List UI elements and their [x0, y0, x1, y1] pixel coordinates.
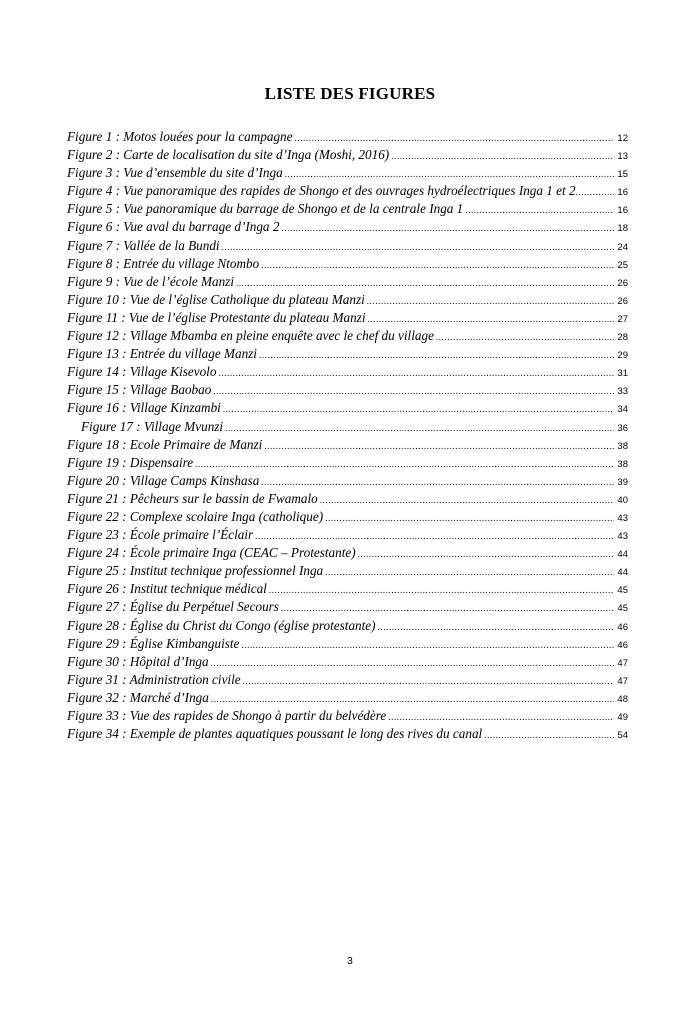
toc-entry-page: 39	[617, 476, 628, 488]
toc-entry-label: Figure 29 : Église Kimbanguiste	[67, 635, 240, 651]
dot-leader	[261, 261, 614, 270]
dot-leader	[295, 134, 615, 143]
dot-leader	[388, 713, 614, 722]
toc-entry-label: Figure 34 : Exemple de plantes aquatiques poussant le long des rives du canal	[67, 726, 483, 742]
toc-entry-page: 26	[617, 277, 628, 289]
toc-entry[interactable]	[67, 345, 628, 363]
dot-leader	[285, 170, 614, 179]
toc-entry-page: 25	[617, 259, 628, 271]
toc-entry-label: Figure 8 : Entrée du village Ntombo	[67, 255, 260, 271]
toc-entry-page: 38	[617, 458, 628, 470]
page-title: LISTE DES FIGURES	[264, 84, 436, 103]
dot-leader	[269, 586, 614, 595]
dot-leader	[211, 695, 614, 704]
toc-entry-page: 29	[617, 350, 628, 362]
toc-entry[interactable]	[67, 580, 628, 598]
toc-entry-page: 46	[617, 621, 628, 633]
toc-entry[interactable]	[67, 327, 628, 345]
toc-entry[interactable]	[67, 399, 628, 417]
toc-entry[interactable]	[67, 146, 628, 164]
toc-entry-page: 43	[617, 531, 628, 543]
toc-entry-label: Figure 3 : Vue d’ensemble du site d’Inga	[67, 165, 283, 181]
dot-leader	[225, 424, 614, 433]
toc-entry-label: Figure 13 : Entrée du village Manzi	[67, 346, 257, 362]
toc-entry-page: 44	[617, 549, 628, 561]
dot-leader	[213, 387, 614, 396]
toc-entry-label: Figure 31 : Administration civile	[67, 671, 241, 687]
toc-entry[interactable]	[67, 164, 628, 182]
toc-entry-label: Figure 19 : Dispensaire	[67, 454, 194, 470]
toc-entry-label: Figure 32 : Marché d’Inga	[67, 689, 209, 705]
dot-leader	[259, 351, 614, 360]
toc-entry-label: Figure 10 : Vue de l’église Catholique du plateau Manzi	[67, 291, 365, 307]
toc-entry-label: Figure 18 : Ecole Primaire de Manzi	[67, 436, 263, 452]
toc-entry-page: 18	[617, 223, 628, 235]
toc-entry-label: Figure 16 : Village Kinzambi	[67, 400, 221, 416]
toc-entry[interactable]	[67, 544, 628, 562]
toc-entry-label: Figure 17 : Village Mvunzi	[81, 418, 224, 434]
dot-leader	[241, 641, 614, 650]
dot-leader	[281, 224, 614, 233]
toc-entry-label: Figure 25 : Institut technique professionnel Inga	[67, 563, 324, 579]
toc-entry[interactable]	[67, 725, 628, 743]
toc-entry-page: 33	[617, 386, 628, 398]
toc-entry[interactable]	[67, 237, 628, 255]
toc-entry[interactable]	[67, 653, 628, 671]
toc-entry-page: 47	[617, 657, 628, 669]
toc-entry-label: Figure 9 : Vue de l’école Manzi	[67, 273, 234, 289]
toc-entry-label: Figure 15 : Village Baobao	[67, 382, 212, 398]
toc-entry-label: Figure 6 : Vue aval du barrage d’Inga 2	[67, 219, 280, 235]
toc-entry[interactable]	[67, 707, 628, 725]
dot-leader	[255, 532, 614, 541]
toc-entry-page: 47	[617, 675, 628, 687]
toc-entry-page: 28	[617, 332, 628, 344]
toc-entry[interactable]	[67, 490, 628, 508]
toc-entry-label: Figure 14 : Village Kisevolo	[67, 364, 217, 380]
toc-entry[interactable]	[67, 562, 628, 580]
toc-entry-label: Figure 4 : Vue panoramique des rapides de Shongo et des ouvrages hydroélectriques Inga 1 et 2	[67, 183, 576, 199]
toc-entry-label: Figure 1 : Motos louées pour la campagne	[67, 129, 293, 144]
toc-entry-label: Figure 21 : Pêcheurs sur le bassin de Fwamalo	[67, 490, 318, 506]
toc-entry[interactable]	[67, 182, 628, 200]
toc-entry-label: Figure 2 : Carte de localisation du site d’Inga (Moshi, 2016)	[67, 147, 390, 163]
toc-entry-label: Figure 22 : Complexe scolaire Inga (catholique)	[67, 508, 324, 524]
toc-entry-label: Figure 26 : Institut technique médical	[67, 581, 267, 597]
dot-leader	[236, 279, 614, 288]
dot-leader	[281, 604, 614, 613]
toc-entry[interactable]	[67, 128, 628, 146]
toc-entry[interactable]	[67, 671, 628, 689]
dot-leader	[391, 152, 614, 161]
dot-leader	[576, 188, 614, 197]
dot-leader	[378, 623, 614, 632]
dot-leader	[195, 460, 614, 469]
toc-entry[interactable]	[67, 255, 628, 273]
dot-leader	[358, 550, 614, 559]
dot-leader	[465, 206, 614, 215]
dot-leader	[243, 677, 614, 686]
toc-entry-page: 36	[617, 422, 628, 434]
toc-entry[interactable]	[67, 291, 628, 309]
toc-entry[interactable]	[67, 200, 628, 218]
toc-entry-label: Figure 11 : Vue de l’église Protestante du plateau Manzi	[67, 309, 366, 325]
dot-leader	[436, 333, 614, 342]
toc-entry-page: 44	[617, 567, 628, 579]
toc-entry[interactable]	[67, 472, 628, 490]
toc-entry[interactable]	[67, 598, 628, 616]
toc-entry-page: 38	[617, 440, 628, 452]
dot-leader	[261, 478, 614, 487]
dot-leader	[218, 369, 614, 378]
toc-entry-page: 34	[617, 404, 628, 416]
toc-entry-label: Figure 24 : École primaire Inga (CEAC – Protestante)	[67, 545, 356, 561]
toc-entry-page: 45	[617, 603, 628, 615]
toc-entry[interactable]	[67, 363, 628, 381]
toc-entry-page: 48	[617, 693, 628, 705]
toc-entry-label: Figure 30 : Hôpital d’Inga	[67, 653, 209, 669]
toc-entry-label: Figure 23 : École primaire l’Éclair	[67, 527, 254, 543]
toc-entry-page: 54	[617, 730, 628, 742]
toc-entry-label: Figure 20 : Village Camps Kinshasa	[67, 472, 260, 488]
dot-leader	[320, 496, 614, 505]
toc-entry-label: Figure 28 : Église du Christ du Congo (église protestante)	[67, 617, 376, 633]
toc-entry-page: 15	[617, 169, 628, 181]
toc-entry-page: 16	[617, 205, 628, 217]
toc-entry-page: 27	[617, 313, 628, 325]
toc-entry-label: Figure 12 : Village Mbamba en pleine enquête avec le chef du village	[67, 328, 434, 344]
dot-leader	[484, 731, 614, 740]
toc-entry-label: Figure 27 : Église du Perpétuel Secours	[67, 599, 279, 615]
toc-entry-page: 49	[617, 712, 628, 723]
toc-entry[interactable]	[67, 635, 628, 653]
toc-entry-page: 16	[617, 187, 628, 199]
toc-entry-page: 26	[617, 295, 628, 307]
toc-entry[interactable]	[67, 418, 628, 436]
toc-entry-page: 40	[617, 494, 628, 506]
toc-entry-label: Figure 33 : Vue des rapides de Shongo à partir du belvédère	[67, 708, 387, 723]
toc-entry-page: 24	[617, 241, 628, 253]
toc-entry-page: 46	[617, 639, 628, 651]
dot-leader	[264, 442, 614, 451]
page-number: 3	[347, 956, 353, 967]
toc-entry[interactable]	[67, 526, 628, 544]
toc-entry-label: Figure 7 : Vallée de la Bundi	[67, 237, 220, 253]
toc-entry[interactable]	[67, 218, 628, 236]
dot-leader	[325, 514, 614, 523]
toc-entry[interactable]	[67, 381, 628, 399]
dot-leader	[222, 243, 614, 252]
toc-entry[interactable]	[67, 454, 628, 472]
dot-leader	[367, 297, 614, 306]
toc-entry[interactable]	[67, 508, 628, 526]
dot-leader	[211, 659, 614, 668]
toc-entry[interactable]	[67, 273, 628, 291]
dot-leader	[367, 315, 614, 324]
toc-entry[interactable]	[67, 689, 628, 707]
toc-entry[interactable]	[67, 617, 628, 635]
toc-entry-page: 45	[617, 585, 628, 597]
toc-entry-page: 31	[617, 368, 628, 380]
toc-entry-page: 12	[617, 133, 628, 144]
toc-entry-label: Figure 5 : Vue panoramique du barrage de Shongo et de la centrale Inga 1	[67, 201, 464, 217]
toc-entry-page: 43	[617, 512, 628, 524]
dot-leader	[223, 405, 614, 414]
dot-leader	[325, 568, 614, 577]
list-of-figures	[67, 128, 628, 743]
toc-entry-page: 13	[617, 151, 628, 163]
toc-entry[interactable]	[67, 436, 628, 454]
toc-entry[interactable]	[67, 309, 628, 327]
